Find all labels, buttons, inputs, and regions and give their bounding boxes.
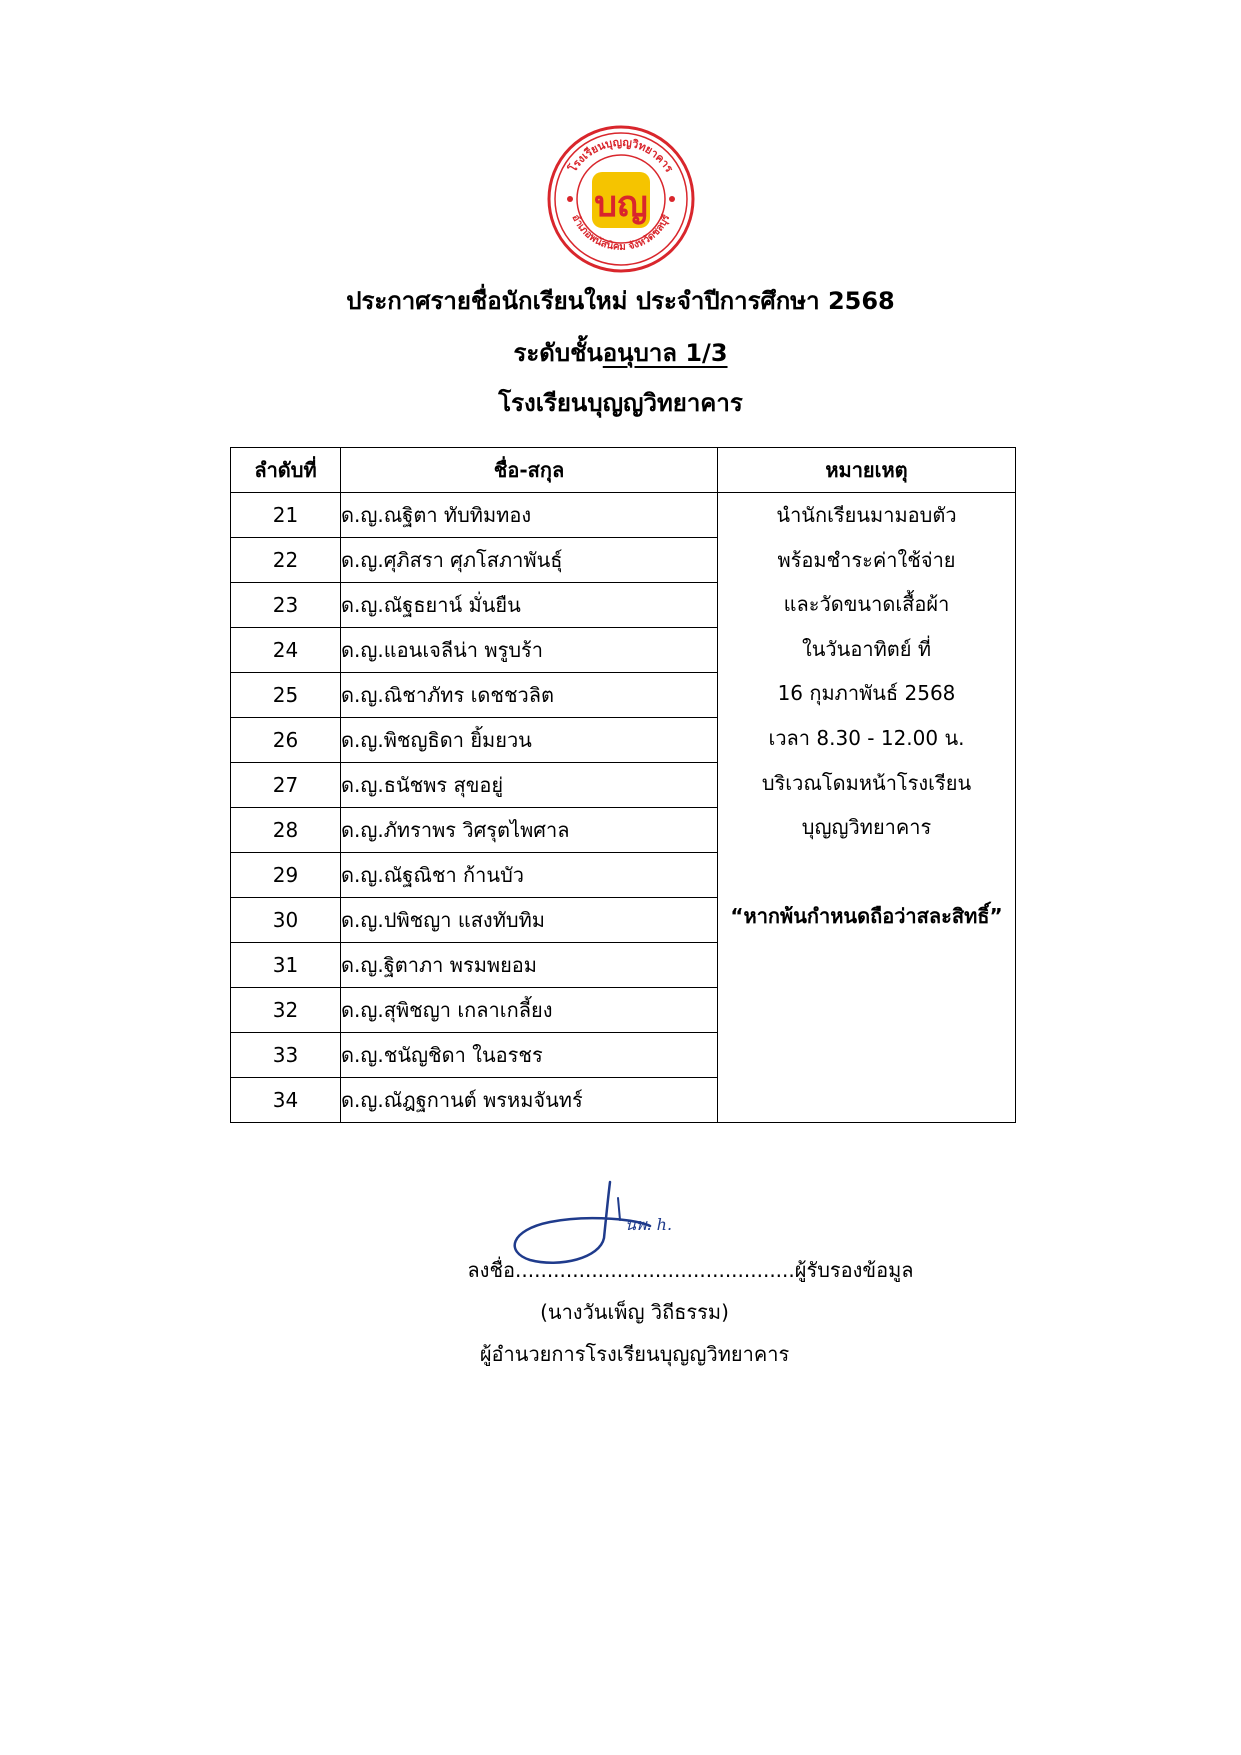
signer-name: (นางวันเพ็ญ วิถีธรรม) — [540, 1300, 729, 1324]
row-no: 28 — [231, 808, 341, 853]
table-row — [231, 493, 1016, 538]
remark-line: และวัดขนาดเสื้อผ้า — [783, 592, 950, 617]
remark-line: 16 กุมภาพันธ์ 2568 — [777, 681, 956, 706]
row-no: 27 — [231, 763, 341, 808]
row-no: 22 — [231, 538, 341, 583]
row-name: ด.ญ.ณฐิตา ทับทิมทอง — [341, 493, 718, 538]
row-name: ด.ญ.ศุภิสรา ศุภโสภาพันธุ์ — [341, 538, 718, 583]
row-no: 26 — [231, 718, 341, 763]
signature-line: ลงชื่อ............................................ผู้รับรองข้อมูล — [467, 1258, 914, 1282]
student-table — [230, 447, 1016, 1123]
remark-warning: “หากพ้นกำหนดถือว่าสละสิทธิ์” — [730, 903, 1003, 928]
row-no: 30 — [231, 898, 341, 943]
row-name: ด.ญ.ชนัญชิดา ในอรชร — [341, 1033, 718, 1078]
header-name: ชื่อ-สกุล — [341, 448, 718, 493]
row-name: ด.ญ.ภัทราพร วิศรุตไพศาล — [341, 808, 718, 853]
school-name: โรงเรียนบุญญวิทยาคาร — [498, 389, 743, 417]
row-no: 33 — [231, 1033, 341, 1078]
row-name: ด.ญ.ณัฐธยาน์ มั่นยืน — [341, 583, 718, 628]
row-no: 21 — [231, 493, 341, 538]
row-name: ด.ญ.ณัฐณิชา ก้านบัว — [341, 853, 718, 898]
logo-ring-top-text: โรงเรียนบุญญวิทยาคาร — [566, 135, 676, 175]
remark-line: บุญญวิทยาคาร — [801, 815, 932, 840]
row-no: 31 — [231, 943, 341, 988]
remark-line: พร้อมชำระค่าใช้จ่าย — [777, 547, 956, 572]
row-name: ด.ญ.พิชญธิดา ยิ้มยวน — [341, 718, 718, 763]
school-logo — [546, 124, 696, 274]
row-name: ด.ญ.ปพิชญา แสงทับทิม — [341, 898, 718, 943]
logo-ring-bottom-text: อำเภอพนัสนิคม จังหวัดชลบุรี — [569, 212, 673, 253]
row-name: ด.ญ.ณัฎฐกานต์ พรหมจันทร์ — [341, 1078, 718, 1123]
row-name: ด.ญ.ธนัชพร สุขอยู่ — [341, 763, 718, 808]
remark-cell — [718, 493, 1016, 1123]
signature-handwriting: นพ. h. — [625, 1215, 673, 1234]
row-no: 29 — [231, 853, 341, 898]
row-no: 32 — [231, 988, 341, 1033]
header-no: ลำดับที่ — [231, 448, 341, 493]
level-prefix: ระดับชั้น — [513, 339, 603, 367]
row-name: ด.ญ.สุพิชญา เกลาเกลี้ยง — [341, 988, 718, 1033]
remark-line: บริเวณโดมหน้าโรงเรียน — [761, 770, 972, 795]
row-name: ด.ญ.ฐิตาภา พรมพยอม — [341, 943, 718, 988]
row-no: 24 — [231, 628, 341, 673]
level-value: อนุบาล 1/3 — [602, 339, 728, 367]
logo-emblem-text: บญ — [594, 184, 648, 225]
row-no: 34 — [231, 1078, 341, 1123]
table-header-row — [231, 448, 1016, 493]
row-no: 25 — [231, 673, 341, 718]
row-name: ด.ญ.แอนเจลีน่า พรูบร้า — [341, 628, 718, 673]
remark-line: ในวันอาทิตย์ ที่ — [801, 636, 931, 661]
remark-line: เวลา 8.30 - 12.00 น. — [768, 725, 965, 750]
row-no: 23 — [231, 583, 341, 628]
remark-line: นำนักเรียนมามอบตัว — [776, 503, 957, 527]
header-remark: หมายเหตุ — [718, 448, 1016, 493]
row-name: ด.ญ.ณิชาภัทร เดชชวลิต — [341, 673, 718, 718]
level-line — [0, 338, 1241, 368]
announcement-title: ประกาศรายชื่อนักเรียนใหม่ ประจำปีการศึกษา 2568 — [346, 287, 895, 315]
signer-position: ผู้อำนวยการโรงเรียนบุญญวิทยาคาร — [479, 1342, 790, 1366]
